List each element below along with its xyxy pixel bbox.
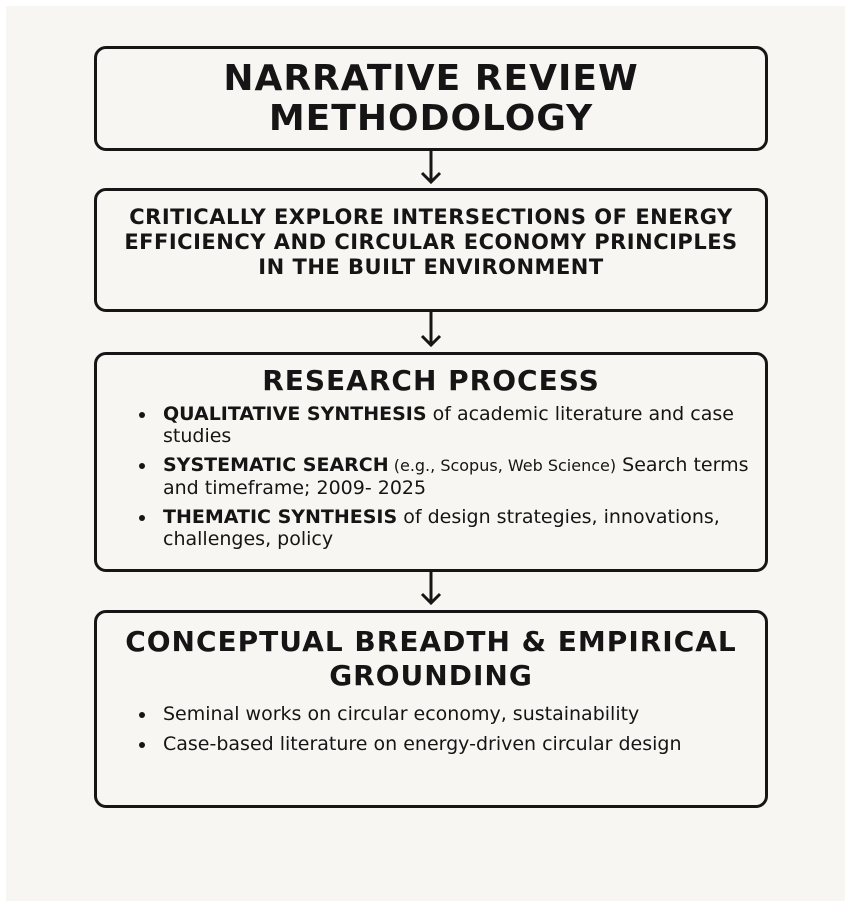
box-title: NARRATIVE REVIEW METHODOLOGY [223,58,639,139]
box-research-process [94,352,768,572]
box-title: RESEARCH PROCESS [262,364,600,397]
down-arrow-icon [419,150,443,186]
bullet-list [97,403,765,550]
bullet-item [139,733,765,755]
bullet-item [139,403,765,447]
bullet-item [139,703,765,725]
bullet-text: Seminal works on circular economy, sustainability [163,703,640,725]
diagram-canvas [6,6,845,901]
bullet-lead: SYSTEMATIC SEARCH [163,454,389,476]
box-title: CONCEPTUAL BREADTH & EMPIRICAL GROUNDING [125,625,737,692]
bullet-text: Search terms and timeframe; 2009- 2025 [163,454,749,499]
down-arrow-icon [419,311,443,349]
box-conceptual-breadth [94,610,768,808]
bullet-lead: THEMATIC SYNTHESIS [163,506,398,528]
bullet-item [139,454,765,499]
down-arrow-icon [419,571,443,607]
box-title: CRITICALLY EXPLORE INTERSECTIONS OF ENERGY EFFICIENCY AND CIRCULAR ECONOMY PRINCIPLES IN THE BUILT ENVIRONMENT [124,205,738,279]
bullet-list [97,703,765,755]
box-research-objective [94,188,768,312]
bullet-item [139,506,765,550]
bullet-note: (e.g., Scopus, Web Science) [388,456,617,475]
bullet-lead: QUALITATIVE SYNTHESIS [163,403,427,425]
bullet-text: Case-based literature on energy-driven circular design [163,733,682,755]
bullet-text: of design strategies, innovations, challenges, policy [163,506,720,550]
box-narrative-review-methodology [94,46,768,151]
bullet-text: of academic literature and case studies [163,403,734,447]
